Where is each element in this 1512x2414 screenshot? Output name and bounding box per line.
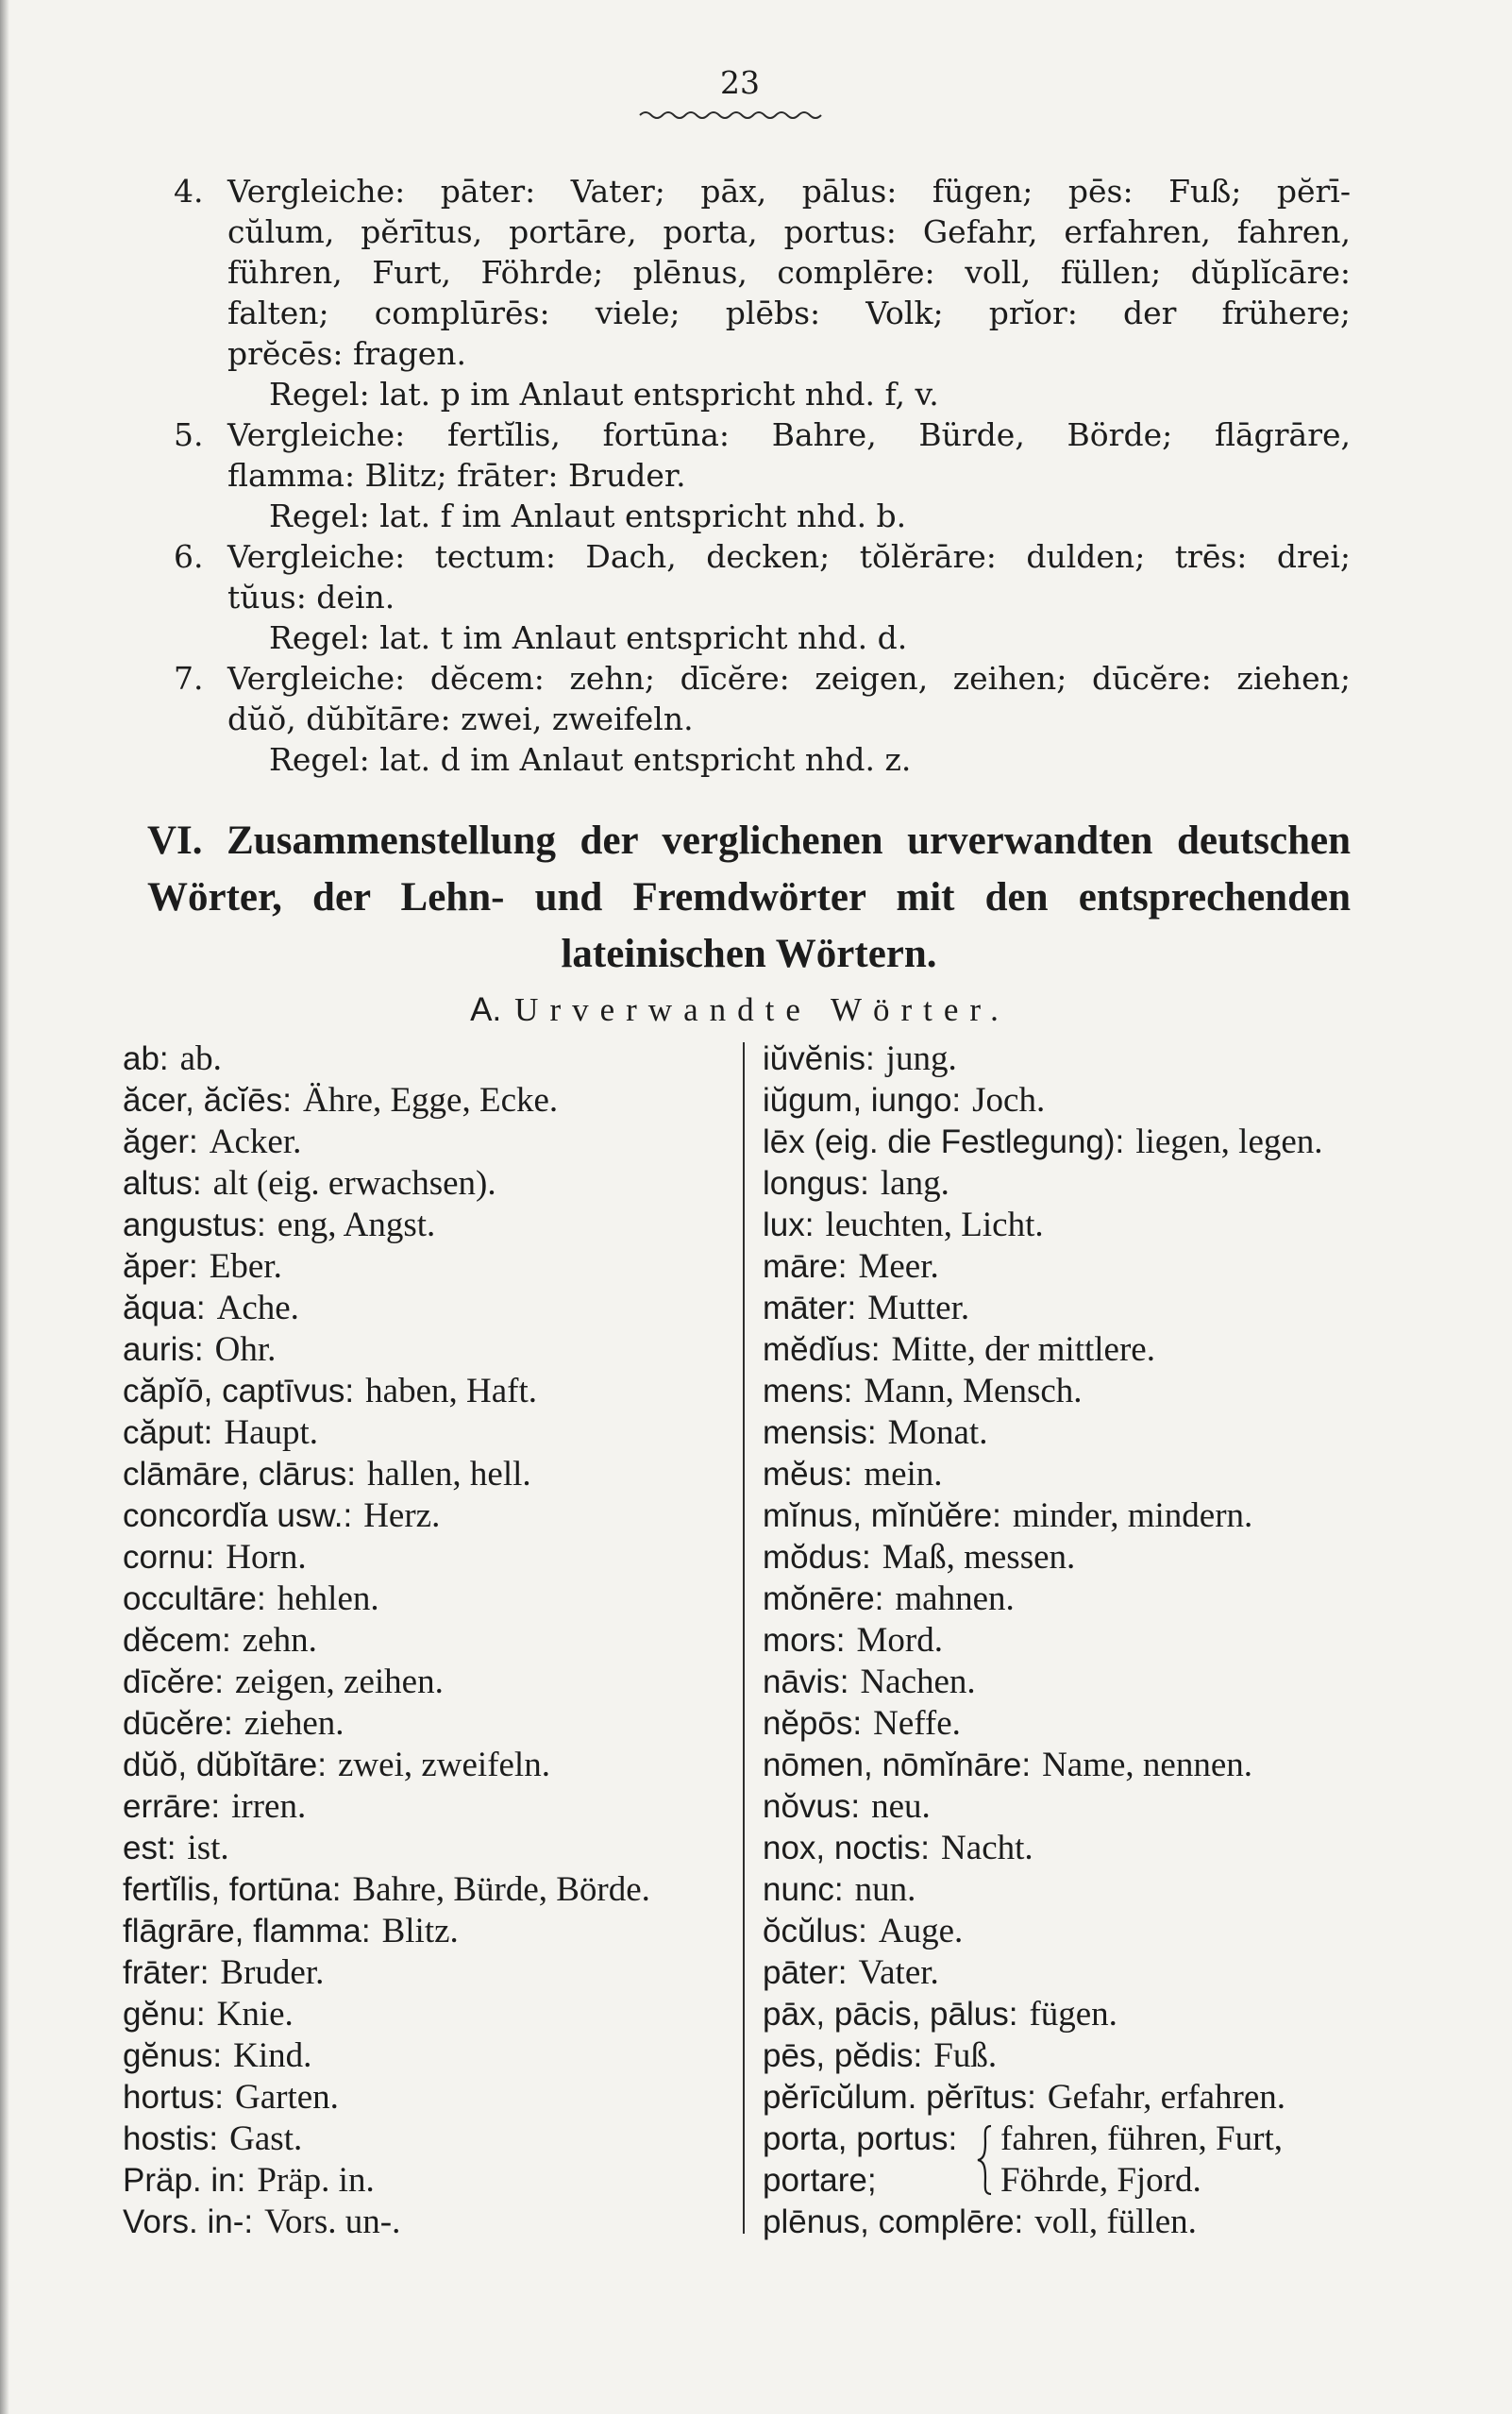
vocab-entry [123,1288,727,1329]
german-term: Knie. [216,1995,294,2034]
vocab-entry [123,1994,727,2035]
latin-term: errāre: [123,1788,221,1825]
latin-term: flāgrāre, flamma: [123,1913,371,1950]
german-term: Neffe. [873,1704,961,1743]
german-term: Blitz. [381,1912,459,1950]
comparison-text: prĕcēs: fragen. [227,335,467,372]
rule-line [174,496,1351,536]
german-term: nun. [854,1870,916,1909]
latin-term: frāter: [123,1954,210,1991]
vocab-entry [123,1952,727,1994]
page-edge-shadow [0,0,9,2414]
vocab-entry [123,1038,727,1080]
latin-term: nunc: [763,1871,844,1908]
latin-terms [763,2119,972,2202]
vocab-entry [763,1994,1423,2035]
vocab-entry [763,1537,1423,1578]
rule-text: Regel: lat. t im Anlaut entspricht nhd. d. [269,619,908,656]
german-term: alt (eig. erwachsen). [212,1164,496,1203]
latin-term: nox, noctis: [763,1830,931,1866]
vocab-entry [123,1412,727,1454]
german-term: zehn. [242,1621,317,1660]
vocab-entry [123,1454,727,1495]
comparison-text: Vergleiche: dĕcem: zehn; dīcĕre: zeigen, zeihen; dūcĕre: ziehen; [227,660,1351,697]
latin-term: clāmāre, clārus: [123,1456,357,1493]
german-term: mahnen. [895,1579,1015,1618]
word-list-left [123,1038,727,2243]
vocab-entry [763,1578,1423,1620]
german-term: Meer. [858,1247,939,1286]
german-term: fahren, führen, Furt, [1000,2119,1283,2158]
german-term: Herz. [363,1496,441,1535]
vocab-entry [763,2035,1423,2077]
latin-term: căput: [123,1414,213,1451]
bracketed-entry [763,2119,1423,2202]
german-term: Mitte, der mittlere. [891,1330,1155,1369]
vocab-entry [763,1952,1423,1994]
vocab-entry [123,1122,727,1163]
vocab-entry [763,1745,1423,1786]
item-5-line [174,414,1351,455]
item-number: 5. [174,416,204,453]
vocab-entry [763,1869,1423,1911]
item-4-line [174,252,1351,293]
latin-term: Vors. in-: [123,2203,254,2240]
german-term: Eber. [209,1247,282,1286]
german-term: Bruder. [220,1953,325,1992]
german-term: lang. [880,1164,949,1203]
vocab-entry [763,1080,1423,1122]
item-7-line [174,699,1351,739]
german-term: eng, Angst. [277,1206,436,1244]
latin-term: māre: [763,1248,848,1285]
german-term: Bahre, Bürde, Börde. [352,1870,650,1909]
latin-term: ab: [123,1040,169,1077]
latin-term: gĕnu: [123,1996,206,2033]
german-term: Mann, Mensch. [864,1372,1083,1410]
comparison-text: flamma: Blitz; frāter: Bruder. [227,457,686,494]
vocab-entry [763,1412,1423,1454]
rule-text: Regel: lat. d im Anlaut entspricht nhd. z. [269,741,912,778]
comparison-text: Vergleiche: tectum: Dach, decken; tŏlĕrāre: dulden; trēs: drei; [227,538,1351,575]
german-term: Monat. [887,1413,988,1452]
latin-term: dīcĕre: [123,1663,224,1700]
vocab-entry [123,1329,727,1371]
vocab-entry [123,1620,727,1662]
latin-term: pāter: [763,1954,848,1991]
german-term: Gefahr, erfahren. [1047,2078,1286,2117]
german-term: leuchten, Licht. [825,1206,1044,1244]
latin-term: nōmen, nōmĭnāre: [763,1747,1032,1783]
latin-term: lux: [763,1207,815,1243]
comparison-text: cŭlum, pĕrītus, portāre, porta, portus: Gefahr, erfahren, fahren, [227,213,1351,250]
rule-text: Regel: lat. p im Anlaut entspricht nhd. f, v. [269,376,939,413]
german-term: Ache. [216,1289,299,1327]
latin-term: nŏvus: [763,1788,861,1825]
latin-term: altus: [123,1165,202,1202]
latin-term: ăger: [123,1123,198,1160]
item-6-line [174,536,1351,577]
latin-term: mens: [763,1373,853,1410]
vocab-entry [123,1537,727,1578]
german-term: ist. [187,1829,229,1867]
item-number: 6. [174,538,204,575]
vocab-entry [763,1246,1423,1288]
item-6-line [174,577,1351,617]
comparison-section [174,171,1351,780]
item-number: 7. [174,660,204,697]
latin-term: lēx (eig. die Festlegung): [763,1123,1125,1160]
vocab-entry [123,1745,727,1786]
comparison-text: falten; complūrēs: viele; plēbs: Volk; prĭor: der frühere; [227,295,1351,331]
latin-term: pēs, pĕdis: [763,2037,923,2074]
item-5-line [174,455,1351,496]
german-term: Garten. [235,2078,339,2117]
vocab-entry [763,1620,1423,1662]
vocab-entry [123,2119,727,2160]
wavy-ornament [638,108,827,121]
vocab-entry [123,2160,727,2202]
german-term: Haupt. [224,1413,319,1452]
german-term: Mutter. [867,1289,970,1327]
latin-term: dūcĕre: [123,1705,233,1742]
vocab-entry [123,1495,727,1537]
item-7-line [174,658,1351,699]
vocab-entry [123,2077,727,2119]
latin-term: dĕcem: [123,1622,231,1659]
vocab-entry [123,2202,727,2243]
vocab-entry [763,1288,1423,1329]
german-term: Nacht. [941,1829,1033,1867]
heading-line: VI. Zusammenstellung der verglichenen urverwandten deutschen [147,819,1351,863]
word-list-right [763,1038,1423,2243]
latin-term: portare; [763,2162,877,2199]
latin-term: dŭŏ, dŭbĭtāre: [123,1747,327,1783]
latin-term: longus: [763,1165,869,1202]
vocab-entry [763,1205,1423,1246]
item-4-line [174,171,1351,211]
german-term: Joch. [972,1081,1046,1120]
latin-term: mors: [763,1622,846,1659]
latin-term: mŏnēre: [763,1580,884,1617]
latin-term: plēnus, complēre: [763,2203,1024,2240]
german-term: mein. [864,1455,943,1494]
latin-term: mensis: [763,1414,877,1451]
vocab-entry [763,1786,1423,1828]
latin-term: auris: [123,1331,204,1368]
german-term: Auge. [878,1912,964,1950]
german-term: zwei, zweifeln. [338,1746,550,1784]
item-4-line [174,333,1351,374]
german-term: Maß, messen. [882,1538,1076,1577]
latin-term: est: [123,1830,176,1866]
latin-term: nĕpōs: [763,1705,863,1742]
vocab-entry [763,1703,1423,1745]
german-term: Föhrde, Fjord. [1000,2161,1201,2200]
latin-term: nāvis: [763,1663,849,1700]
german-term: ziehen. [244,1704,344,1743]
german-term: fügen. [1029,1995,1117,2034]
vocab-entry [123,2035,727,2077]
item-number: 4. [174,173,204,210]
german-term: hallen, hell. [367,1455,531,1494]
german-term: Nachen. [860,1663,976,1701]
german-term: Präp. in. [257,2161,375,2200]
latin-term: hortus: [123,2079,224,2116]
vocab-entry [123,1578,727,1620]
subheading [0,991,1480,1035]
german-term: Horn. [226,1538,307,1577]
subheading-title: Urverwandte Wörter. [514,991,1010,1028]
german-term: voll, füllen. [1034,2203,1197,2241]
vocab-entry [123,1911,727,1952]
latin-term: mŏdus: [763,1539,871,1576]
vocab-entry [763,1371,1423,1412]
german-term: haben, Haft. [365,1372,537,1410]
latin-term: mĕus: [763,1456,853,1493]
latin-term: iŭvĕnis: [763,1040,875,1077]
rule-line [174,374,1351,414]
subheading-letter: A. [470,991,502,1028]
vocab-entry [123,1246,727,1288]
vocab-entry [123,1080,727,1122]
vocab-entry [763,1495,1423,1537]
vocab-entry [763,1911,1423,1952]
german-term: Ohr. [214,1330,277,1369]
latin-term: occultāre: [123,1580,266,1617]
vocab-entry [123,1662,727,1703]
rule-text: Regel: lat. f im Anlaut entspricht nhd. b. [269,498,907,534]
vocab-entry [123,1371,727,1412]
comparison-text: tŭus: dein. [227,579,395,616]
item-4-line [174,293,1351,333]
comparison-text: Vergleiche: pāter: Vater; pāx, pālus: fügen; pēs: Fuß; pĕrī- [227,173,1351,210]
comparison-text: dŭŏ, dŭbĭtāre: zwei, zweifeln. [227,701,694,737]
german-term: Name, nennen. [1042,1746,1253,1784]
german-term: irren. [231,1787,307,1826]
vocab-entry [123,1703,727,1745]
section-heading [147,813,1351,983]
item-4-line [174,211,1351,252]
german-term: minder, mindern. [1012,1496,1253,1535]
latin-term: fertĭlis, fortūna: [123,1871,342,1908]
rule-line [174,617,1351,658]
latin-term: hostis: [123,2120,219,2157]
latin-term: Präp. in: [123,2162,246,2199]
latin-term: pāx, pācis, pālus: [763,1996,1018,2033]
vocab-entry [123,1869,727,1911]
latin-term: ăper: [123,1248,198,1285]
vocab-entry [763,1662,1423,1703]
latin-term: ŏcŭlus: [763,1913,867,1950]
vocab-entry [763,1163,1423,1205]
vocab-entry [763,1454,1423,1495]
vocab-entry [123,1786,727,1828]
latin-term: angustus: [123,1207,266,1243]
german-term: Vater. [858,1953,939,1992]
latin-term: cornu: [123,1539,215,1576]
vocab-entry [763,1329,1423,1371]
latin-term: ăcer, ăcĭēs: [123,1082,292,1119]
german-term: Ähre, Egge, Ecke. [302,1081,559,1120]
heading-line: Wörter, der Lehn- und Fremdwörter mit den entsprechenden [147,875,1351,920]
latin-term: mĭnus, mĭnŭĕre: [763,1497,1001,1534]
german-term: Mord. [856,1621,943,1660]
latin-term: pĕrīcŭlum. pĕrītus: [763,2079,1036,2116]
german-term: zeigen, zeihen. [235,1663,444,1701]
german-term: Acker. [209,1123,302,1161]
rule-line [174,739,1351,780]
vocab-entry [763,2202,1423,2243]
latin-term: iŭgum, iungo: [763,1082,962,1119]
comparison-text: Vergleiche: fertĭlis, fortūna: Bahre, Bürde, Börde; flāgrāre, [227,416,1351,453]
german-term: Kind. [233,2036,312,2075]
vocab-entry [123,1205,727,1246]
german-term: hehlen. [277,1579,379,1618]
heading-line: lateinischen Wörtern. [561,932,937,976]
vocab-entry [123,1163,727,1205]
brace-icon [974,2124,997,2196]
latin-term: mĕdĭus: [763,1331,881,1368]
latin-term: gĕnus: [123,2037,223,2074]
latin-term: căpĭō, captīvus: [123,1373,355,1410]
vocab-entry [763,1038,1423,1080]
german-term: liegen, legen. [1135,1123,1323,1161]
german-term: jung. [885,1039,957,1078]
column-divider [743,1042,745,2234]
vocab-entry [763,1828,1423,1869]
vocab-entry [123,1828,727,1869]
german-term: ab. [179,1039,222,1078]
vocab-entry [763,2077,1423,2119]
latin-term: ăqua: [123,1290,206,1326]
german-term: Vors. un-. [264,2203,401,2241]
comparison-text: führen, Furt, Föhrde; plēnus, complēre: voll, füllen; dŭplĭcāre: [227,254,1351,291]
german-term: Fuß. [933,2036,998,2075]
page-number: 23 [720,64,760,101]
latin-term: porta, portus: [763,2120,958,2157]
german-terms [1000,2119,1283,2202]
vocab-entry [763,1122,1423,1163]
latin-term: concordĭa usw.: [123,1497,353,1534]
german-term: Gast. [229,2119,303,2158]
german-term: neu. [871,1787,931,1826]
latin-term: māter: [763,1290,857,1326]
